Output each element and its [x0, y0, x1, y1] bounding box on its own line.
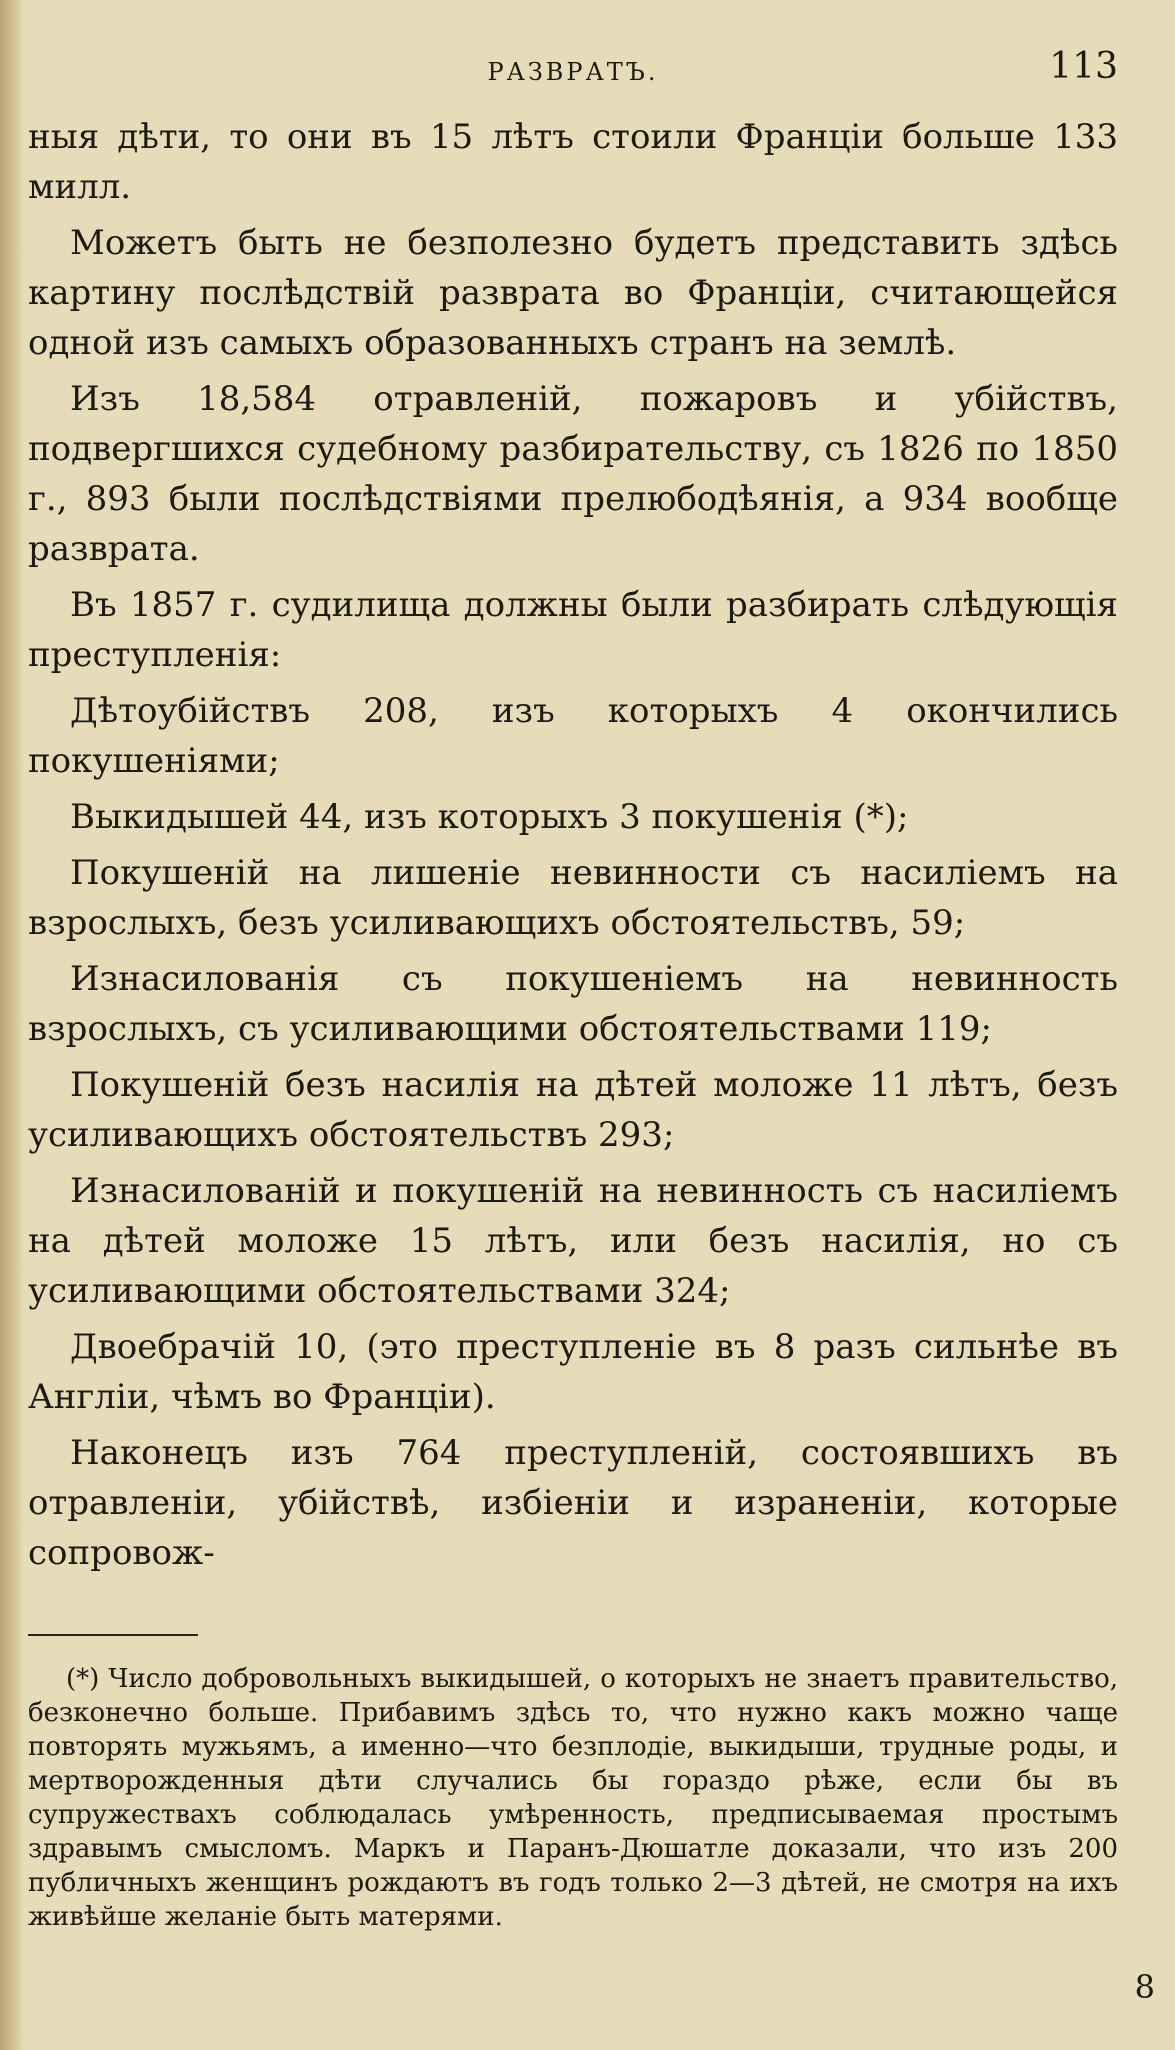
book-page	[28, 40, 1118, 1934]
footnote: (*) Число добровольныхъ выкидышей, о которыхъ не знаетъ правительство, безконечно больше. Прибавимъ здѣсь то, что нужно какъ можно чаще повторять мужьямъ, а именно—что безплодіе, выкидыши, трудные роды, и мертворожденныя дѣти случались бы гораздо рѣже, если бы въ супружествахъ соблюдалась умѣренность, предписываемая простымъ здравымъ смысломъ. Маркъ и Паранъ-Дюшатле доказали, что изъ 200 публичныхъ женщинъ рождаютъ въ годъ только 2—3 дѣтей, не смотря на ихъ живѣйше желаніе быть матерями.	[28, 1664, 1118, 1932]
list-item: Выкидышей 44, изъ которыхъ 3 покушенія (*);	[70, 797, 909, 837]
paragraph: Изъ 18,584 отравленій, пожаровъ и убійствъ, подвергшихся судебному разбирательству, съ 1826 по 1850 г., 893 были послѣдствіями прелюбодѣянія, а 934 вообще разврата.	[28, 379, 1118, 569]
list-item: Покушеній безъ насилія на дѣтей моложе 11 лѣтъ, безъ усиливающихъ обстоятельствъ 293;	[28, 1065, 1118, 1155]
list-item: Дѣтоубійствъ 208, изъ которыхъ 4 окончились покушеніями;	[28, 691, 1118, 781]
paragraph: Наконецъ изъ 764 преступленій, состоявшихъ въ отравленіи, убійствѣ, избіеніи и израненіи, которые сопровож-	[28, 1433, 1118, 1573]
list-item: Двоебрачій 10, (это преступленіе въ 8 разъ сильнѣе въ Англіи, чѣмъ во Франціи).	[28, 1327, 1118, 1417]
list-item: Изнасилованія съ покушеніемъ на невинность взрослыхъ, съ усиливающими обстоятельствами 119;	[28, 959, 1118, 1049]
footnote-rule	[28, 1634, 198, 1636]
list-item: Изнасилованій и покушеній на невинность съ насиліемъ на дѣтей моложе 15 лѣтъ, или безъ насилія, но съ усиливающими обстоятельствами 324;	[28, 1171, 1118, 1311]
signature-mark: 8	[1134, 1968, 1155, 2006]
paragraph: Можетъ быть не безполезно будетъ представить здѣсь картину послѣдствій разврата во Франціи, считающейся одной изъ самыхъ образованныхъ странъ на землѣ.	[28, 223, 1118, 363]
running-title: РАЗВРАТЪ.	[487, 58, 659, 86]
page-number: 113	[1049, 46, 1118, 87]
list-item: Покушеній на лишеніе невинности съ насиліемъ на взрослыхъ, безъ усиливающихъ обстоятельствъ, 59;	[28, 853, 1118, 943]
running-head	[28, 40, 1118, 110]
body-text	[28, 112, 1118, 1578]
paragraph: ныя дѣти, то они въ 15 лѣтъ стоили Франціи больше 133 милл.	[28, 117, 1118, 207]
page-edge-shadow	[0, 0, 24, 2050]
paragraph: Въ 1857 г. судилища должны были разбирать слѣдующія преступленія:	[28, 585, 1118, 675]
